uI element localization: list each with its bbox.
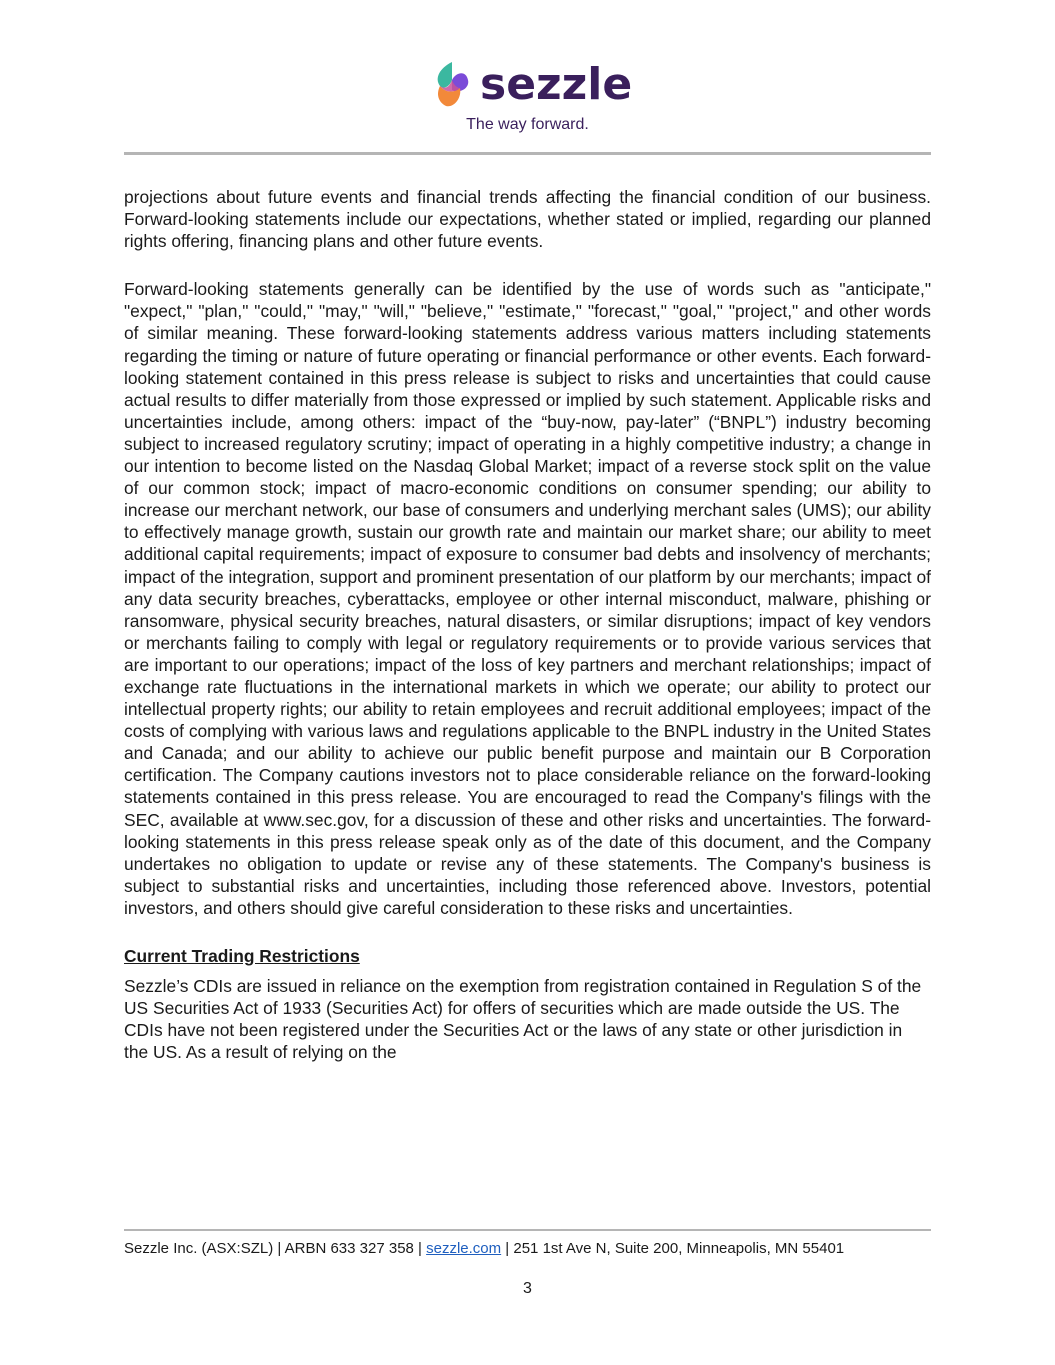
document-header: [0, 58, 1055, 138]
sezzle-logo-mark-icon: [432, 60, 472, 110]
footer-company-info: Sezzle Inc. (ASX:SZL) | ARBN 633 327 358 |: [124, 1240, 427, 1257]
footer-divider: [124, 1229, 931, 1231]
body-paragraph: Sezzle’s CDIs are issued in reliance on the exemption from registration contained in Regulation S of the US Securities Act of 1933 (Securities Act) for offers of securities which are made outside the US. The CDIs have not been registered under the Securities Act or the laws of any state or other jurisdiction in the US. As a result of relying on the: [124, 976, 922, 1063]
footer-website-link[interactable]: sezzle.com: [426, 1240, 502, 1257]
footer-address: | 251 1st Ave N, Suite 200, Minneapolis, MN 55401: [501, 1240, 845, 1257]
page-number: 3: [523, 1280, 532, 1297]
header-divider: [124, 152, 931, 155]
document-footer: [124, 1240, 931, 1257]
section-heading: Current Trading Restrictions: [124, 946, 360, 966]
body-paragraph: projections about future events and financial trends affecting the financial condition of our business. Forward-looking statements include our expectations, whether stated or implied, regarding our planned rights offering, financing plans and other future events.: [124, 187, 931, 252]
body-paragraph: Forward-looking statements generally can be identified by the use of words such as "anticipate," "expect," "plan," "could," "may," "will," "believe," "estimate," "forecast," "goal," "project," and other words of similar meaning. These forward-looking statements address various matters including statements regarding the timing or nature of future operating or financial performance or other events. Each forward-looking statement contained in this press release is subject to risks and uncertainties that could cause actual results to differ materially from those expressed or implied by such statement. Applicable risks and uncertainties include, among others: impact of the “buy-now, pay-later” (“BNPL”) industry becoming subject to increased regulatory scrutiny; impact of operating in a highly competitive industry; a change in our intention to become listed on the Nasdaq Global Market; impact of a reverse stock split on the value of our common stock; impact of macro-economic conditions on consumer spending; our ability to increase our merchant network, our base of consumers and underlying merchant sales (UMS); our ability to effectively manage growth, sustain our growth rate and maintain our market share; our ability to meet additional capital requirements; impact of exposure to consumer bad debts and insolvency of merchants; impact of the integration, support and prominent presentation of our platform by our merchants; impact of any data security breaches, cyberattacks, employee or other internal misconduct, malware, phishing or ransomware, physical security breaches, natural disasters, or similar disruptions; impact of key vendors or merchants failing to comply with legal or regulatory requirements or to provide various services that are important to our operations; impact of the loss of key partners and merchant relationships; impact of exchange rate fluctuations in the international markets in which we operate; our ability to protect our intellectual property rights; our ability to retain employees and recruit additional employees; impact of the costs of complying with various laws and regulations applicable to the BNPL industry in the United States and Canada; and our ability to achieve our public benefit purpose and maintain our B Corporation certification. The Company cautions investors not to place considerable reliance on the forward-looking statements contained in this press release. You are encouraged to read the Company's filings with the SEC, available at www.sec.gov, for a discussion of these and other risks and uncertainties. The forward-looking statements in this press release speak only as of the date of this document, and the Company undertakes no obligation to update or revise any of these statements. The Company's business is subject to substantial risks and uncertainties, including those referenced above. Investors, potential investors, and others should give careful consideration to these risks and uncertainties.: [124, 279, 931, 918]
brand-wordmark: sezzle: [480, 59, 633, 110]
brand-tagline: The way forward.: [466, 116, 589, 133]
document-body: [124, 186, 931, 1063]
sezzle-logo: [432, 60, 632, 110]
